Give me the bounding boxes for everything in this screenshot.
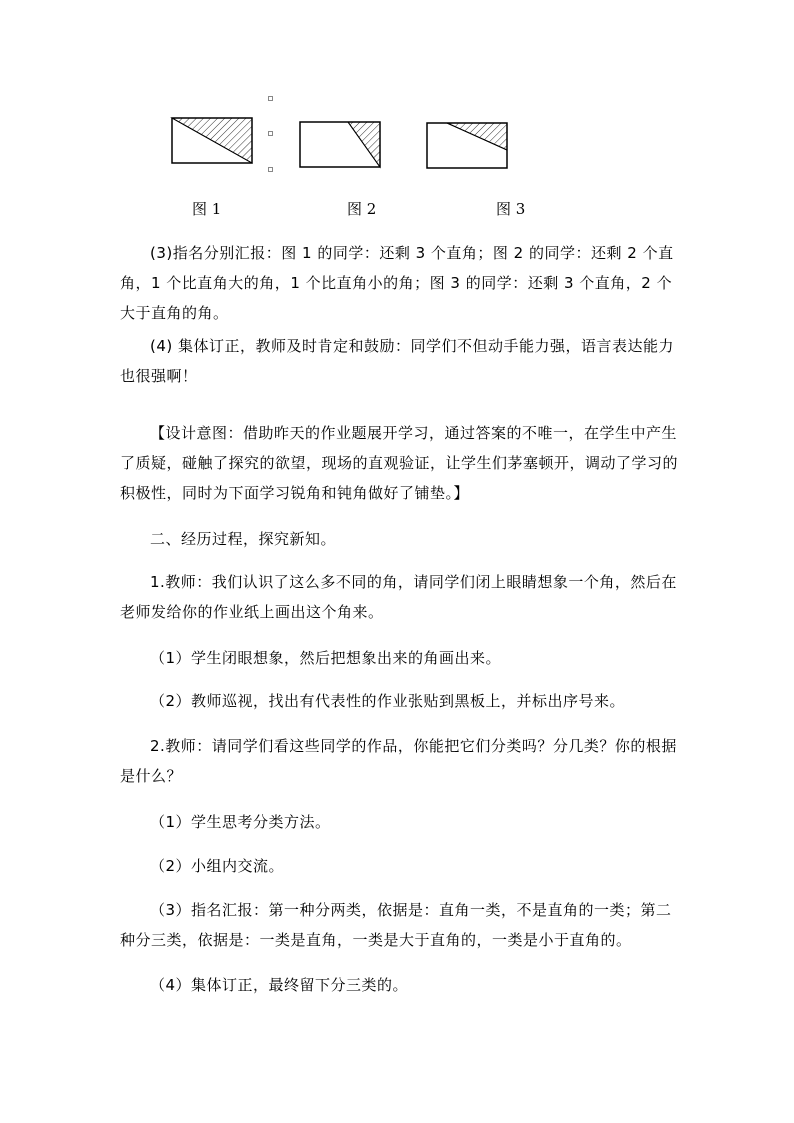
figure-1-caption: 图 1 [192, 200, 222, 218]
paragraph-step-1-2: （2）教师巡视，找出有代表性的作业张贴到黑板上，并标出序号来。 [150, 692, 626, 710]
figure-3-diagram [425, 121, 509, 171]
figure-3-caption: 图 3 [496, 200, 526, 218]
paragraph-correction-4: (4) 集体订正，教师及时肯定和鼓励：同学们不但动手能力强，语言表达能力也很强啊！ [120, 337, 675, 385]
section-heading-2: 二、经历过程，探究新知。 [150, 530, 337, 548]
paragraph-step-1-1: （1）学生闭眼想象，然后把想象出来的角画出来。 [150, 649, 502, 667]
paragraph-step-2-2: （2）小组内交流。 [150, 857, 285, 875]
paragraph-step-2-1: （1）学生思考分类方法。 [150, 813, 331, 831]
paragraph-step-2-3: （3）指名汇报：第一种分两类，依据是：直角一类，不是直角的一类；第二种分三类，依据是：一类是直角，一类是大于直角的，一类是小于直角的。 [120, 901, 672, 949]
paragraph-step-2-4: （4）集体订正，最终留下分三类的。 [150, 976, 409, 994]
paragraph-teacher-2: 2.教师：请同学们看这些同学的作品，你能把它们分类吗？分几类？你的根据是什么？ [120, 737, 677, 785]
paragraph-design-intent: 【设计意图：借助昨天的作业题展开学习，通过答案的不唯一，在学生中产生了质疑，碰触了探究的欲望，现场的直观验证，让学生们茅塞顿开，调动了学习的积极性，同时为下面学习锐角和钝角做好了铺垫。】 [120, 424, 679, 502]
anchor-mark [268, 131, 273, 136]
figure-2-caption: 图 2 [347, 200, 377, 218]
anchor-mark [268, 96, 273, 101]
anchor-mark [268, 167, 273, 172]
figure-2-diagram [298, 120, 382, 170]
paragraph-teacher-1: 1.教师：我们认识了这么多不同的角，请同学们闭上眼睛想象一个角，然后在老师发给你的作业纸上画出这个角来。 [120, 573, 677, 621]
paragraph-report-3: (3)指名分别汇报：图 1 的同学：还剩 3 个直角；图 2 的同学：还剩 2 个直角，1 个比直角大的角，1 个比直角小的角；图 3 的同学：还剩 3 个直角，2 个大于直角的角。 [120, 244, 674, 322]
figure-1-diagram [170, 116, 254, 166]
